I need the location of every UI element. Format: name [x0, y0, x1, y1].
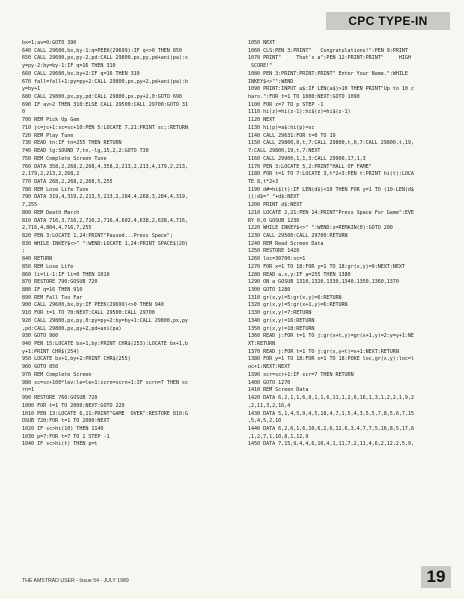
code-line: 770 DATA 268,2,268,2,268,5,255	[22, 178, 113, 185]
code-line: oc+1:NEXT:NEXT	[248, 364, 291, 371]
code-line: 980 sc=sc+100*lev:le=le+1:scrn=scrn+1:IF scrn=7 THEN sc	[22, 379, 188, 386]
code-line: 1410 REM Screen Data	[248, 387, 309, 394]
code-line: 1070 PRINT" That's a":PEN 12:PRINT:PRINT" HIGH	[248, 55, 411, 62]
code-line: 870 RESTORE 790:GOSUB 720	[22, 279, 98, 286]
code-line: SCORE!"	[248, 63, 273, 70]
code-line: 640 CALL 29600,bx,by-1:q=PEEK(29699):IF q<>0 THEN 850	[22, 47, 182, 54]
code-line: 910 FOR t=1 TO 70:NEXT:CALL 29500:CALL 29700	[22, 310, 155, 317]
page-number: 19	[426, 567, 446, 586]
code-line: 2,716,4,804,4,716,7,255	[22, 225, 92, 232]
code-line: 920 CALL 29800,px,py,0:py=py+2:by=by+1:CALL 29800,px,py	[22, 317, 188, 324]
code-line: 850 REM Lose Life	[22, 263, 74, 270]
code-line: RY 0,0 GOSUB 1230	[248, 217, 300, 224]
code-line: 1420 DATA 6,2,1,1,6,9,1,1,6,11,1,2,6,16,1,3,1,2,2,1,9,2	[248, 395, 414, 402]
code-line: 660 CALL 29600,bx,by+2:IF q=16 THEN 310	[22, 70, 140, 77]
code-line: 1270 FOR x=1 TO 18:FOR y=1 TO 18:gr(x,y)=0:NEXT:NEXT	[248, 263, 405, 270]
code-line: 1100 FOR z=7 TO p STEP -1	[248, 101, 324, 108]
code-line: 1130 hi(p)=a$:hi(p)=sc	[248, 124, 315, 131]
code-line: 0	[22, 109, 26, 116]
code-line: 1000 FOR t=1 TO 2000:NEXT:GOTO 220	[22, 402, 125, 409]
code-line: 990 RESTORE 760:GOSUB 720	[22, 395, 98, 402]
code-line: 1140 CALL 29631:FOR t=0 TO 19	[248, 132, 336, 139]
code-line: TE 8,t*2+3	[248, 178, 279, 185]
code-line: 700 REM Pick Up Gem	[22, 117, 80, 124]
code-line: bx=1:av=0:GOTO 390	[22, 40, 77, 46]
code-line: ,1,2,7,1,10,8,1,12,9	[248, 433, 309, 440]
code-line: 740 READ lg:SOUND 7,tn,-lg,15,2,2:GOTO 730	[22, 148, 149, 155]
page-number-box	[421, 566, 451, 588]
code-line: )):d$=" "+d$:NEXT	[248, 194, 300, 201]
code-line: ;	[22, 248, 26, 255]
code-line: 950 LOCATE bx+1,by+2:PRINT CHR$(255)	[22, 356, 131, 363]
code-line: 710 jc=jc+1:sc=sc+10:PEN 5:LOCATE 7,21:PRINT sc;:RETURN	[22, 124, 188, 131]
code-line: 930 GOTO 900	[22, 333, 59, 340]
code-line: 810 DATA 716,3,716,2,716,2,716,4,602,4,638,2,638,4,716,	[22, 217, 188, 224]
code-line: 1360 READ j:FOR t=1 TO j:gr(x+t,y)=gr(x+1,y)=2:y=y+1:NE	[248, 333, 414, 340]
code-line: 1150 CALL 29800,0,t,7:CALL 29800,t,0,7:CALL 29800,t,19,	[248, 140, 414, 147]
code-line: ,2,11,3,2,16,4	[248, 402, 291, 409]
code-line: 7,255	[22, 202, 38, 209]
code-line: ,pd:CALL 29800,px,py+2,pd+ani(pa)	[22, 325, 122, 332]
section-title: CPC TYPE-IN	[348, 14, 428, 28]
footer-caption: THE AMSTRAD USER - Issue 54 - JULY 1989	[22, 578, 129, 584]
code-line: 1370 READ j:FOR t=1 TO j:gr(x,y+t)=x+1:NEXT:RETURN	[248, 348, 399, 355]
code-line: 1020 IF sc>hi(10) THEN 1140	[22, 425, 104, 432]
code-line: y+1:PRINT CHR$(254)	[22, 348, 80, 355]
code-line: 730 READ tn:IF tn=255 THEN RETURN	[22, 140, 122, 147]
code-line: y=by+1	[22, 86, 41, 93]
code-line: 1190 d#=hi$(t):IF LEN(d$)<10 THEN FOR y=1 TO (10-LEN(d$	[248, 186, 414, 193]
code-line: 1220 WHILE INKEY$<>" ":WEND:z=REMAIN(0):GOTO 200	[248, 225, 393, 232]
listing-column-left	[22, 40, 224, 449]
code-line: 1350 gr(x,y)=18:RETURN	[248, 325, 315, 332]
code-line: 1230 CALL 29500:CALL 29700:RETURN	[248, 232, 348, 239]
code-line: y=py-2:by=by-1:IF q=16 THEN 310	[22, 63, 116, 70]
code-line: 830 WHILE INKEY$<>" ":WEND:LOCATE 1,24:PRINT SPACE$(20)	[22, 240, 188, 247]
code-line: 890 REM Fall Too Far	[22, 294, 83, 301]
code-line: 670 fall=fall+1:py=py+2:CALL 29800,px,py+2,pd+ani(pa):b	[22, 78, 188, 85]
code-line: 720 REM Play Tune	[22, 132, 74, 139]
code-line: 1430 DATA 5,1,4,5,9,4,5,18,4,7,1,5,4,3,5,5,7,8,5,6,7,15	[248, 410, 414, 417]
code-line: 1060 CLS:PEN 3:PRINT" Congratulations!":PEN 9:PRINT	[248, 47, 408, 54]
code-line: 1400 GOTO 1270	[248, 379, 291, 386]
code-line: 7:CALL 29800,19,t,7:NEXT	[248, 148, 321, 155]
code-line: 840 RETURN	[22, 256, 53, 263]
code-line: OSUB 720:FOR t=1 TO 2000:NEXT	[22, 418, 110, 425]
code-line: 1440 DATA 6,2,6,1,6,10,6,2,6,12,6,3,4,7,7,5,16,8,5,17,8	[248, 425, 414, 432]
code-line: 1280 READ a,x,y:IF a=255 THEN 1380	[248, 271, 351, 278]
code-line: 1210 LOCATE 2,21:PEN 14:PRINT"Press Space For Game":EVE	[248, 209, 414, 216]
code-line: INKEY$<>"":WEND	[248, 78, 294, 85]
listing-column-right	[248, 40, 453, 449]
code-line: 1450 DATA 7,15,9,4,4,6,10,4,1,11,7,2,11,4,6,2,12,2,5,9,	[248, 441, 414, 448]
code-line: 1330 gr(x,y)=7:RETURN	[248, 310, 312, 317]
code-line: XT:RETURN	[248, 341, 276, 348]
code-line: 1200 PRINT d$:NEXT	[248, 202, 303, 209]
code-line: 970 REM Complete Screen	[22, 371, 92, 378]
code-line: 760 DATA 358,2,268,2,268,4,358,2,213,2,213,4,179,2,213,	[22, 163, 188, 170]
code-line: 880 IF q=16 THEN 910	[22, 287, 83, 293]
code-line: 1380 FOR y=1 TO 18:FOR x=1 TO 18:POKE loc,gr(x,y):loc=l	[248, 356, 414, 363]
code-line: 1080 PEN 3:PRINT:PRINT:PRINT" Enter Your Name.":WHILE	[248, 70, 408, 77]
code-line: 1250 RESTORE 1420	[248, 248, 300, 255]
code-line: 1340 gr(x,y)=16:RETURN	[248, 317, 315, 324]
code-line: 1120 NEXT	[248, 117, 276, 124]
section-banner	[326, 12, 450, 30]
code-line: 1390 scr=scr+1:IF scr=7 THEN RETURN	[248, 371, 354, 378]
code-line: 820 PEN 3:LOCATE 1,24:PRINT"Paused...Press Space";	[22, 232, 173, 239]
code-line: 1320 gr(x,y)=5:gr(x+1,y)=6:RETURN	[248, 302, 348, 309]
code-line: 1010 PEN 13:LOCATE 6,11:PRINT"GAME OVER":RESTORE 810:G	[22, 410, 188, 417]
code-line: 750 REM Complete Screen Tune	[22, 155, 107, 162]
code-line: 940 PEN 15:LOCATE bx+1,by:PRINT CHR$(253):LOCATE bx+1,b	[22, 341, 188, 348]
code-line: 1300 GOTO 1280	[248, 287, 291, 293]
code-line: 1290 ON a GOSUB 1310,1320,1330,1340,1350,1360,1370	[248, 279, 399, 286]
code-line: ,5,4,5,2,10	[248, 418, 282, 425]
code-line: 650 CALL 29600,px,py-2,pd:CALL 29800,px,py,pd+ani(pa):s	[22, 55, 188, 62]
code-line: 1110 hi(z)=hi(z-1):hi$(z)=hi$(z-1)	[248, 109, 351, 116]
code-line: 690 IF av>2 THEN 310:ELSE CALL 29500:CALL 29700:GOTO 31	[22, 101, 188, 108]
code-line: 1050 NEXT	[248, 40, 276, 46]
code-line: 680 CALL 29800,px,py,pd:CALL 29800,px,py+2,0:GOTO 690	[22, 94, 182, 101]
code-line: 1030 p=7:FOR t=7 TO 1 STEP -1	[22, 433, 110, 440]
code-line: 960 GOTO 850	[22, 364, 59, 371]
code-line: 1310 gr(x,y)=5:gr(x,y)=6:RETURN	[248, 294, 342, 301]
code-line: 860 li=li-1:IF li=0 THEN 1010	[22, 271, 110, 278]
code-line: 2,179,2,213,2,268,2	[22, 171, 80, 178]
code-line: 800 REM Death March	[22, 209, 80, 216]
code-line: 1040 IF sc>hi(t) THEN p=t	[22, 441, 98, 448]
code-line: 1260 loc=30700:sc=1	[248, 256, 306, 263]
code-line: hars.":FOR t=1 TO 1000:NEXT:GOTO 1090	[248, 94, 360, 101]
code-line: 1170 PEN 3:LOCATE 5,2:PRINT"HALL OF FAME"	[248, 163, 372, 170]
code-line: rn=1	[22, 387, 35, 394]
code-line: 780 REM Lose Life Tune	[22, 186, 89, 193]
code-line: 1180 FOR t=1 TO 7:LOCATE 3,t*2+3:PEN t:PRINT hi(t):LOCA	[248, 171, 414, 178]
code-line: 1160 CALL 29900,1,1,3:CALL 29900,17,1,3	[248, 155, 366, 162]
code-line: 1090 PRINT:INPUT a$:IF LEN(a$)>10 THEN PRINT"Up to 10 c	[248, 86, 414, 93]
code-line: 1240 REM Read Screen Data	[248, 240, 324, 247]
code-line: 900 CALL 29600,bx,by:IF PEEK(29699)<>0 THEN 940	[22, 302, 164, 309]
code-line: 790 DATA 319,4,319,2,213,5,213,2,284,4,268,3,284,4,319,	[22, 194, 188, 201]
